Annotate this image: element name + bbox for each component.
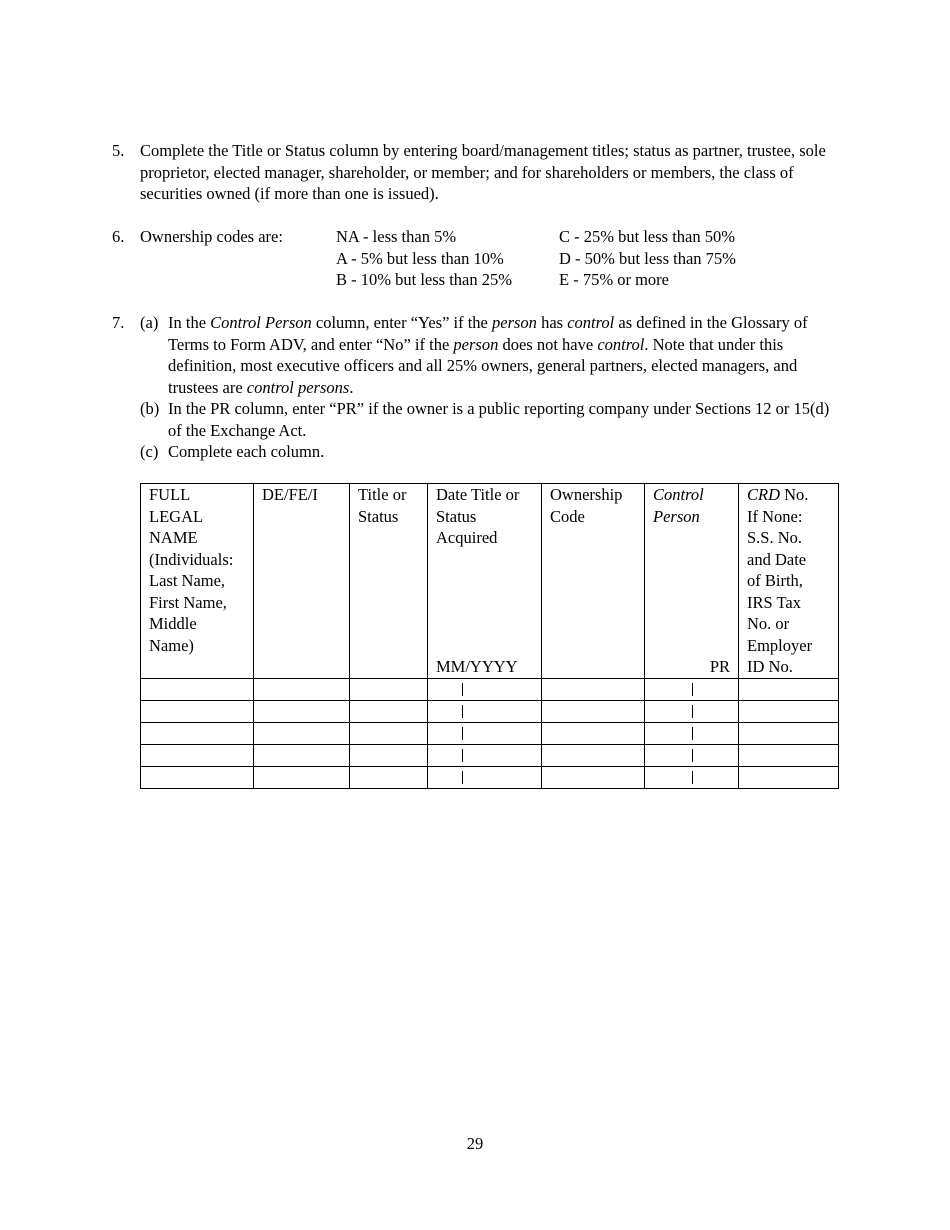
cell-defei[interactable] xyxy=(254,744,350,766)
ownership-codes-left xyxy=(336,226,512,291)
cell-name[interactable] xyxy=(141,744,254,766)
cell-crd[interactable] xyxy=(739,744,839,766)
cell-crd[interactable] xyxy=(739,700,839,722)
cell-defei[interactable] xyxy=(254,766,350,788)
pr-label: PR xyxy=(709,656,730,676)
cell-control[interactable] xyxy=(645,700,739,722)
header-date-acquired: Date Title or Status Acquired MM/YYYY xyxy=(428,484,542,679)
instruction-7b-text: In the PR column, enter “PR” if the owner is a public reporting company under Sections 12 or 15(d) of the Exchange Act. xyxy=(168,399,830,440)
header-full-legal-name: FULL LEGAL NAME (Individuals: Last Name, First Name, Middle Name) xyxy=(141,484,254,679)
sub-label: (c) xyxy=(140,442,159,461)
sub-label: (a) xyxy=(140,313,159,332)
cell-date[interactable] xyxy=(428,722,542,744)
table-row xyxy=(141,744,839,766)
instruction-text: Complete the Title or Status column by entering board/management titles; status as partner, trustee, sole proprietor, elected manager, shareholder, or member; and for shareholders or members, the class of securities owned (if more than one is issued). xyxy=(140,141,826,203)
instruction-7a xyxy=(140,312,832,398)
sub-label: (b) xyxy=(140,399,160,418)
cell-control[interactable] xyxy=(645,766,739,788)
cell-ownership[interactable] xyxy=(542,744,645,766)
page-number: 29 xyxy=(466,1134,484,1153)
table-row xyxy=(141,722,839,744)
item-number: 7. xyxy=(112,313,125,332)
cell-ownership[interactable] xyxy=(542,700,645,722)
instruction-item-6 xyxy=(112,226,832,292)
instruction-7b xyxy=(140,398,832,441)
header-title-or-status: Title or Status xyxy=(350,484,428,679)
cell-name[interactable] xyxy=(141,766,254,788)
cell-crd[interactable] xyxy=(739,722,839,744)
ownership-codes-right xyxy=(559,226,736,291)
header-control-person: Control Person PR xyxy=(645,484,739,679)
cell-date[interactable] xyxy=(428,678,542,700)
cell-title[interactable] xyxy=(350,700,428,722)
cell-ownership[interactable] xyxy=(542,766,645,788)
ownership-code: E - 75% or more xyxy=(559,270,669,289)
cell-date[interactable] xyxy=(428,700,542,722)
instruction-7a-text: In the Control Person column, enter “Yes” if the person has control as defined in the Glossary of Terms to Form ADV, and enter “No” if the person does not have control. Note that under this definition, most executive officers and all 25% owners, general partners, elected managers, and trustees are control persons. xyxy=(168,313,808,397)
cell-crd[interactable] xyxy=(739,766,839,788)
header-crd-number: CRD No. If None: S.S. No. and Date of Birth, IRS Tax No. or Employer ID No. xyxy=(739,484,839,679)
cell-ownership[interactable] xyxy=(542,678,645,700)
table-row xyxy=(141,700,839,722)
instruction-item-5 xyxy=(112,140,832,205)
cell-title[interactable] xyxy=(350,744,428,766)
cell-control[interactable] xyxy=(645,678,739,700)
cell-name[interactable] xyxy=(141,678,254,700)
cell-defei[interactable] xyxy=(254,722,350,744)
ownership-code: A - 5% but less than 10% xyxy=(336,248,504,268)
date-format-label: MM/YYYY xyxy=(436,656,518,676)
ownership-code: C - 25% but less than 50% xyxy=(559,227,735,246)
cell-crd[interactable] xyxy=(739,678,839,700)
ownership-code: B - 10% but less than 25% xyxy=(336,270,512,289)
cell-defei[interactable] xyxy=(254,678,350,700)
header-de-fe-i: DE/FE/I xyxy=(254,484,350,679)
cell-defei[interactable] xyxy=(254,700,350,722)
cell-control[interactable] xyxy=(645,722,739,744)
item-number: 5. xyxy=(112,141,125,160)
ownership-code: D - 50% but less than 75% xyxy=(559,248,736,268)
table-header-row xyxy=(141,484,839,679)
cell-title[interactable] xyxy=(350,722,428,744)
cell-date[interactable] xyxy=(428,744,542,766)
cell-title[interactable] xyxy=(350,678,428,700)
ownership-code: NA - less than 5% xyxy=(336,227,457,246)
ownership-codes-label: Ownership codes are: xyxy=(140,227,283,246)
instruction-7c xyxy=(140,441,832,463)
ownership-table xyxy=(140,483,839,789)
table-row xyxy=(141,678,839,700)
cell-control[interactable] xyxy=(645,744,739,766)
instruction-7c-text: Complete each column. xyxy=(168,442,325,461)
item-number: 6. xyxy=(112,227,125,246)
cell-title[interactable] xyxy=(350,766,428,788)
cell-ownership[interactable] xyxy=(542,722,645,744)
instruction-item-7 xyxy=(112,312,832,463)
cell-date[interactable] xyxy=(428,766,542,788)
table-row xyxy=(141,766,839,788)
header-ownership-code: Ownership Code xyxy=(542,484,645,679)
cell-name[interactable] xyxy=(141,722,254,744)
cell-name[interactable] xyxy=(141,700,254,722)
